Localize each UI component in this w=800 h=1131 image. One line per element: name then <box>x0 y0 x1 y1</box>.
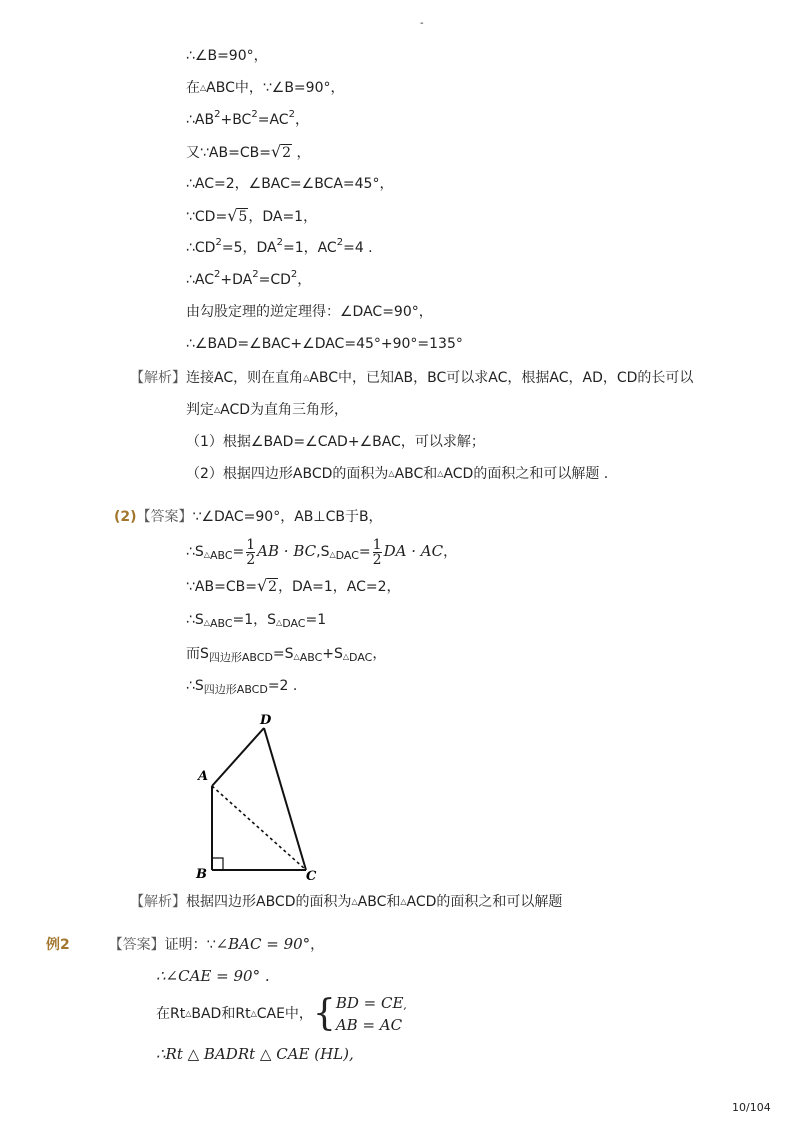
label-a: A <box>198 769 209 784</box>
label-c: C <box>306 869 317 884</box>
example-2-conclusion: ∴Rt △ BADRt △ CAE (HL), <box>156 1045 354 1063</box>
q2-first: (2)【答案】∵∠DAC=90°，AB⊥CB于B， <box>114 509 383 525</box>
diagonal-ac <box>212 786 306 870</box>
line-in-triangle-abc: 在△ABC中，∵∠B=90°， <box>186 80 345 96</box>
quadrilateral-figure <box>190 706 330 884</box>
label-b: B <box>196 867 207 882</box>
line-angle-b: ∴∠B=90°， <box>186 48 268 64</box>
analysis-1-fourth: （2）根据四边形ABCD的面积为△ABC和△ACD的面积之和可以解题 . <box>186 466 609 482</box>
header-mark: - <box>420 18 424 29</box>
line-ab-cb: 又∵AB=CB=√2 ， <box>186 142 311 161</box>
line-ac-value: ∴AC=2，∠BAC=∠BCA=45°， <box>186 176 394 192</box>
line-cd-value: ∵CD=√5，DA=1， <box>186 206 318 225</box>
line-ac2-da2: $\therefore AC^2+DA^2=CD^2$， <box>186 269 312 288</box>
q2-area-formula: $\therefore S_{\triangle ABC}=$ $\frac{1}{2}$ AB · $BC,S_{\triangle DAC}=$ $\frac{1}{2}$ DA · AC， <box>186 536 458 568</box>
line-converse: 由勾股定理的逆定理得：∠DAC=90°， <box>186 304 433 320</box>
analysis-2: 【解析】根据四边形ABCD的面积为△ABC和△ACD的面积之和可以解题 <box>130 894 563 910</box>
analysis-1-first: 【解析】连接AC，则在直角△ABC中，已知AB，BC可以求AC，根据AC，AD，CD的长可以 <box>130 370 694 386</box>
right-angle-mark <box>212 858 223 870</box>
side-dc <box>264 728 306 870</box>
q2-result: $\therefore S_{四边形ABCD}=2$ . <box>186 678 298 696</box>
q2-sum: 而$S_{四边形ABCD}=S_{\triangle ABC}+S_{\triangle DAC}$， <box>186 646 387 664</box>
page-number: 10/104 <box>732 1101 771 1114</box>
q2-areas: $\therefore S_{\triangle ABC}=1$，$S_{\triangle DAC}=1$ <box>186 612 327 630</box>
analysis-1-third: （1）根据∠BAD=∠CAD+∠BAC，可以求解； <box>186 434 485 450</box>
line-pythagoras-abc: $\therefore AB^2+BC^2=AC^2$， <box>186 109 309 128</box>
side-ad <box>212 728 264 786</box>
line-bad-result: ∴∠BAD=∠BAC+∠DAC=45°+90°=135° <box>186 336 463 352</box>
q2-values: ∵AB=CB=√2，DA=1，AC=2， <box>186 576 401 595</box>
example-2-first: 例2 【答案】证明：∵∠BAC = 90°， <box>46 935 325 953</box>
example-2-system: 在Rt△BAD和Rt△CAE中，{ BD = CE AB = AC ′ <box>156 993 407 1034</box>
label-d: D <box>260 713 272 728</box>
analysis-1-second: 判定△ACD为直角三角形， <box>186 402 349 418</box>
example-2-cae: ∴∠CAE = 90° . <box>156 967 270 985</box>
line-squares: $\therefore CD^2=5$，$DA^2=1$，$AC^2=4$ . <box>186 237 373 256</box>
